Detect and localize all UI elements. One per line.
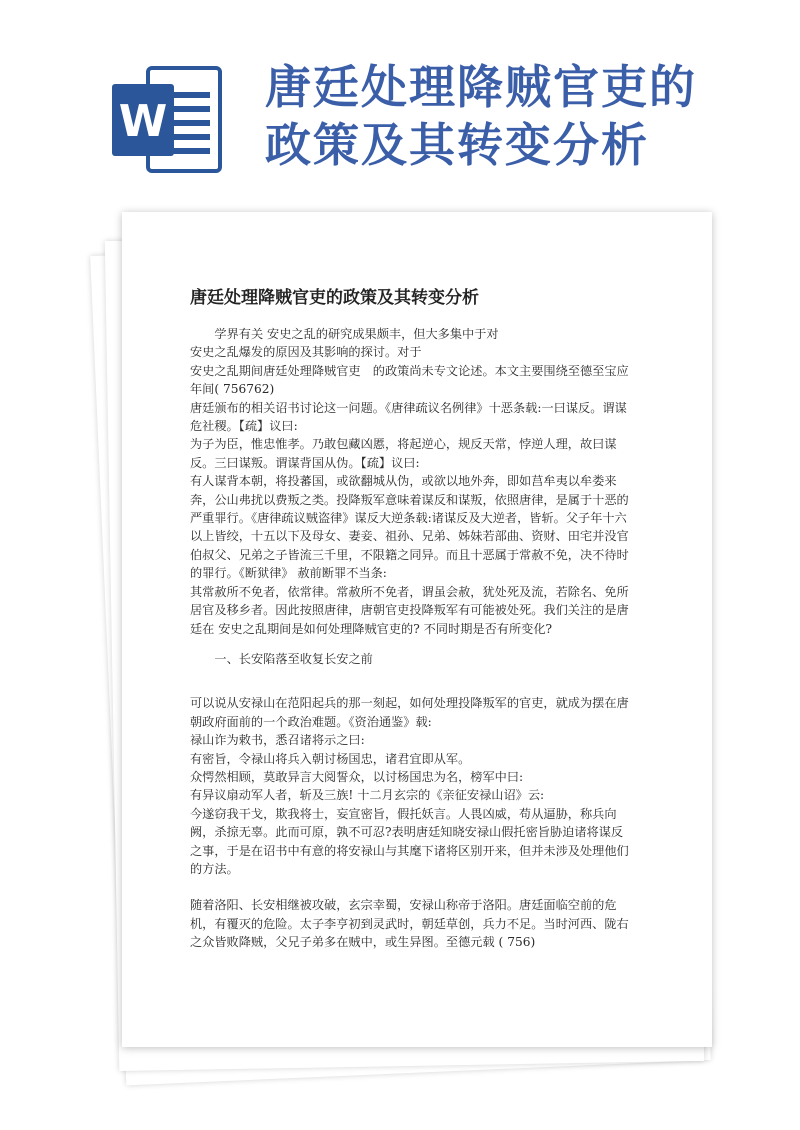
paragraph-3: 安史之乱期间唐廷处理降贼官吏 的政策尚未专文论述。本文主要围绕至德至宝应年间( 756762): [190, 363, 629, 397]
paragraph-7: 其常赦所不免者，依常律。常赦所不免者，谓虽会赦，犹处死及流，若除名、免所居官及移乡者。因此按照唐律，唐朝官吏投降叛军有可能被处死。我们关注的是唐廷在 安史之乱期间是如何处理降贼官吏的? 不同时期是否有所变化?: [190, 584, 629, 636]
paragraph-14: 随着洛阳、长安相继被攻破，玄宗幸蜀，安禄山称帝于洛阳。唐廷面临空前的危机，有覆灭的危险。太子李亨初到灵武时，朝廷草创，兵力不足。当时河西、陇右之众皆败降贼，父兄子弟多在贼中，或生异图。至德元载 ( 756): [190, 898, 629, 950]
document-body: [190, 325, 635, 952]
paragraph-5: 为子为臣，惟忠惟孝。乃敢包藏凶慝，将起逆心，规反天常，悖逆人理，故曰谋反。三曰谋叛。谓谋背国从伪。【疏】议曰:: [190, 437, 617, 470]
section-heading: 一、长安陷落至收复长安之前: [214, 651, 373, 666]
word-icon-letter: W: [118, 96, 168, 147]
paragraph-11: 众愕然相顾，莫敢异言大阅誓众，以讨杨国忠为名，榜军中曰:: [190, 769, 524, 784]
paragraph-10: 有密旨，令禄山将兵入朝讨杨国忠，诸君宜即从军。: [190, 751, 471, 766]
paragraph-1: 学界有关 安史之乱的研究成果颇丰，但大多集中于对: [214, 327, 499, 341]
paragraph-8: 可以说从安禄山在范阳起兵的那一刻起，如何处理投降叛军的官吏，就成为摆在唐朝政府面前的一个政治难题。《资治通鉴》载:: [190, 696, 629, 729]
word-document-icon: [110, 62, 225, 177]
paragraph-2: 安史之乱爆发的原因及其影响的探讨。对于: [190, 345, 422, 360]
paragraph-9: 禄山诈为敕书，悉召诸将示之曰:: [190, 733, 365, 748]
header-banner: [0, 0, 800, 200]
banner-title: 唐廷处理降贼官吏的政策及其转变分析: [265, 60, 697, 172]
document-title: 唐廷处理降贼官吏的政策及其转变分析: [190, 288, 479, 308]
paragraph-6: 有人谋背本朝，将投蕃国，或欲翻城从伪，或欲以地外奔，即如莒牟夷以牟娄来奔，公山弗扰以费叛之类。投降叛军意味着谋反和谋叛，依照唐律，是属于十恶的严重罪行。《唐律疏议贼盗律》谋反大逆条载:诸谋反及大逆者，皆斩。父子年十六以上皆绞，十五以下及母女、妻妾、祖孙、兄弟、姊妹若部曲、资财、田宅并没官伯叔父、兄弟之子皆流三千里，不限籍之同异。而且十恶属于常赦不免，决不待时的罪行。《断狱律》 赦前断罪不当条:: [190, 474, 629, 581]
paragraph-gap: [190, 878, 635, 896]
paragraph-12: 有异议扇动军人者，斩及三族! 十二月玄宗的《亲征安禄山诏》云:: [190, 788, 545, 803]
paragraph-13: 今遂窃我干戈，欺我将士，妄宣密旨，假托妖言。人畏凶威，苟从逼胁，称兵向阙，杀掠无辜。此而可原，孰不可忍?表明唐廷知晓安禄山假托密旨胁迫诸将谋反之事，于是在诏书中有意的将安禄山与其麾下诸将区别开来，但并未涉及处理他们的方法。: [190, 806, 629, 876]
paragraph-4: 唐廷颁布的相关诏书讨论这一问题。《唐律疏议名例律》十恶条载:一曰谋反。谓谋危社稷。【疏】议曰:: [190, 400, 627, 434]
